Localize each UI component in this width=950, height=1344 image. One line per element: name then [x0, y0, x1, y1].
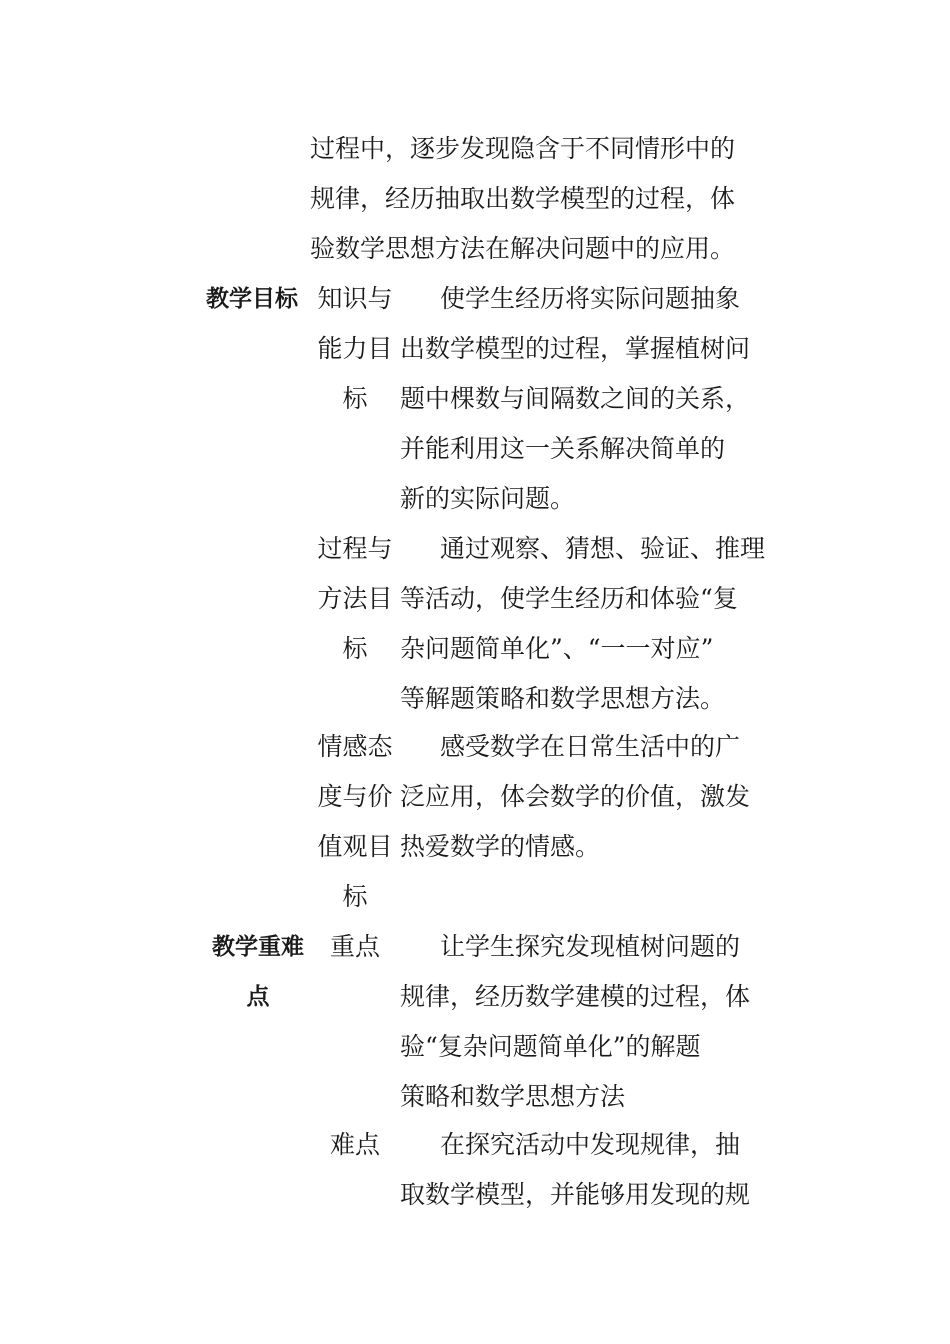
- content-line: 杂问题简单化”、“一一对应”: [400, 634, 714, 663]
- content-line: 验“复杂问题简单化”的解题: [400, 1032, 701, 1061]
- difficulty-label: 难点: [329, 1130, 380, 1159]
- content-line: 让学生探究发现植树问题的: [440, 932, 741, 961]
- intro-line: 过程中，逐步发现隐含于不同情形中的: [310, 134, 736, 163]
- content-line: 新的实际问题。: [400, 484, 576, 513]
- content-line: 热爱数学的情感。: [400, 832, 601, 861]
- emotion-content: [400, 722, 750, 872]
- content-line: 泛应用，体会数学的价值，激发: [400, 782, 751, 811]
- knowledge-label: [316, 274, 394, 424]
- content-line: 通过观察、猜想、验证、推理: [440, 534, 766, 563]
- process-content: [400, 524, 766, 724]
- emotion-label: [316, 722, 394, 922]
- heading-line: 教学重难: [212, 934, 304, 960]
- label-line: 标: [342, 634, 368, 663]
- content-line: 在探究活动中发现规律，抽: [440, 1130, 741, 1159]
- focus-label: 重点: [329, 932, 380, 961]
- content-line: 规律，经历数学建模的过程，体: [400, 982, 751, 1011]
- content-line: 策略和数学思想方法: [400, 1082, 626, 1111]
- label-line: 能力目: [317, 334, 393, 363]
- intro-line: 规律，经历抽取出数学模型的过程，体: [310, 184, 736, 213]
- knowledge-content: [400, 274, 750, 524]
- label-line: 情感态: [317, 732, 393, 761]
- content-line: 使学生经历将实际问题抽象: [440, 284, 741, 313]
- label-line: 度与价: [317, 782, 393, 811]
- label-line: 方法目: [317, 584, 393, 613]
- content-line: 出数学模型的过程，掌握植树问: [400, 334, 751, 363]
- label-line: 标: [342, 882, 368, 911]
- focus-content: [400, 922, 750, 1122]
- label-line: 过程与: [317, 534, 393, 563]
- goals-heading: 教学目标: [206, 286, 298, 312]
- label-line: 标: [342, 384, 368, 413]
- process-label: [316, 524, 394, 674]
- intro-line: 验数学思想方法在解决问题中的应用。: [310, 234, 736, 263]
- content-line: 等活动，使学生经历和体验“复: [400, 584, 738, 613]
- difficulty-content: [400, 1120, 750, 1220]
- content-line: 取数学模型，并能够用发现的规: [400, 1180, 751, 1209]
- heading-line: 点: [246, 984, 270, 1010]
- content-line: 题中棵数与间隔数之间的关系，: [400, 384, 751, 413]
- intro-paragraph: [310, 124, 735, 274]
- label-line: 知识与: [317, 284, 393, 313]
- content-line: 感受数学在日常生活中的广: [440, 732, 741, 761]
- content-line: 并能利用这一关系解决简单的: [400, 434, 726, 463]
- content-line: 等解题策略和数学思想方法。: [400, 684, 726, 713]
- label-line: 值观目: [317, 832, 393, 861]
- keypoints-heading: [206, 922, 310, 1022]
